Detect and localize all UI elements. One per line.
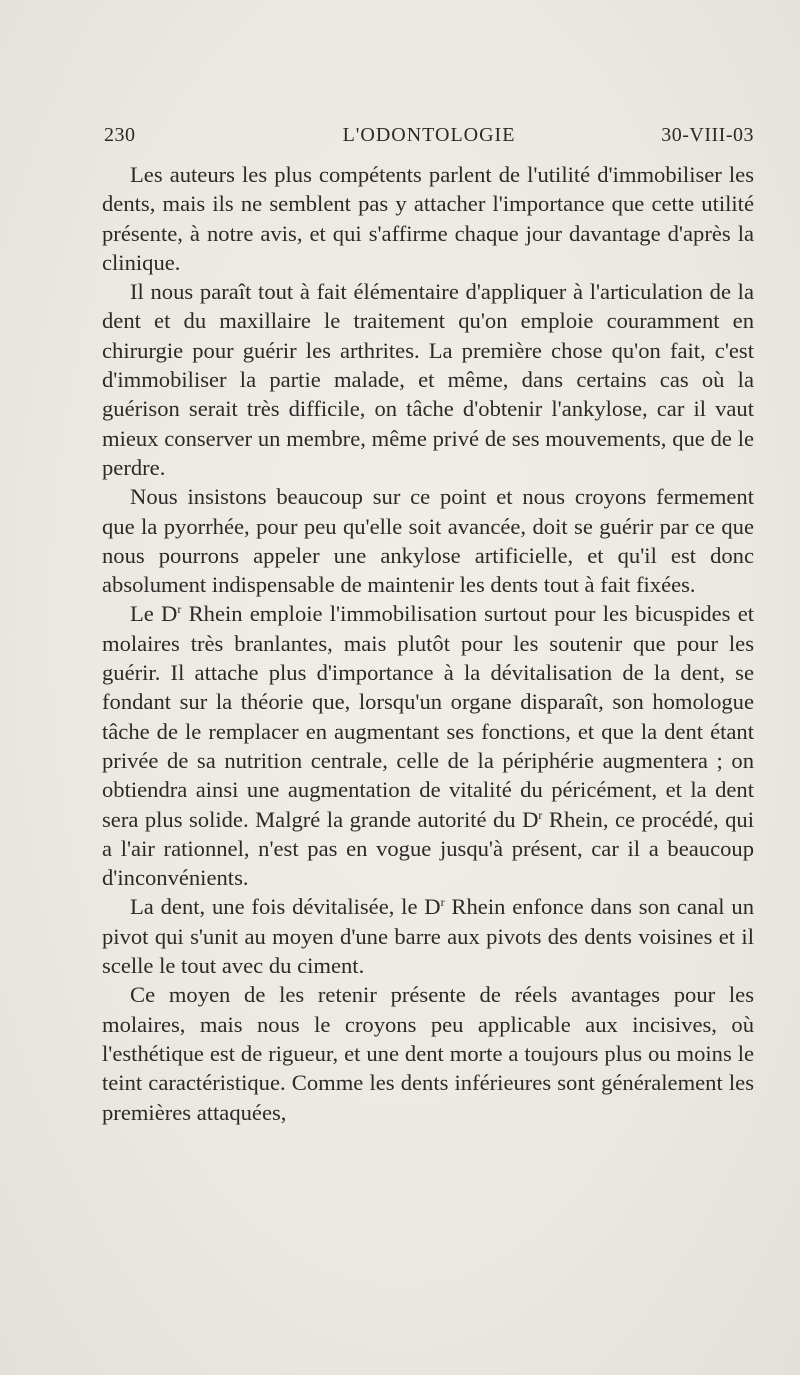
paragraph-3: Nous insistons beaucoup sur ce point et nous croyons fermement que la pyorrhée, pour peu qu'elle soit avancée, doit se guérir par ce que nous pourrons appeler une ankylose artificielle, et qu'il est donc absolument indispensable de maintenir les dents tout à fait fixées. bbox=[102, 484, 754, 598]
paragraph-4-sup-2: r bbox=[538, 807, 543, 822]
paragraph-4 bbox=[102, 599, 754, 892]
paragraph-5 bbox=[102, 892, 754, 980]
paragraph-1: Les auteurs les plus compétents parlent de l'utilité d'immobiliser les dents, mais ils ne semblent pas y attacher l'importance que cette utilité présente, à notre avis, et qui s'affirme chaque jour davantage d'après la clinique. bbox=[102, 162, 754, 275]
paragraph-4-part-2: Rhein emploie l'immobilisation surtout pour les bicuspides et molaires très branlantes, mais plutôt pour les soutenir que pour les guérir. Il attache plus d'importance à la dévitalisation de la dent, se fondant sur la théorie que, lorsqu'un organe disparaît, son homologue tâche de le remplacer en augmentant ses fonctions, et que la dent étant privée de sa nutrition centrale, celle de la périphérie augmentera ; on obtiendra ainsi une augmentation de vitalité du péricément, et la dent sera plus solide. Malgré la grande autorité du D bbox=[102, 601, 754, 832]
paragraph-4-part-1: Le D bbox=[130, 601, 178, 627]
body-text bbox=[102, 160, 754, 1127]
paragraph-4-sup-1: r bbox=[177, 602, 182, 617]
issue-date: 30-VIII-03 bbox=[661, 124, 754, 146]
journal-title: L'ODONTOLOGIE bbox=[342, 124, 516, 146]
running-header bbox=[104, 124, 754, 154]
paragraph-5-part-2: Rhein enfonce dans son canal un pivot qui s'unit au moyen d'une barre aux pivots des dents voisines et il scelle le tout avec du ciment. bbox=[102, 894, 754, 979]
paragraph-4-part-3: Rhein, ce procédé, qui a l'air rationnel, n'est pas en vogue jusqu'à présent, car il a beaucoup d'inconvénients. bbox=[102, 806, 754, 891]
paragraph-5-part-1: La dent, une fois dévitalisée, le D bbox=[130, 894, 441, 920]
paragraph-6: Ce moyen de les retenir présente de réels avantages pour les molaires, mais nous le croyons peu applicable aux incisives, où l'esthétique est de rigueur, et une dent morte a toujours plus ou moins le teint caractéristique. Comme les dents inférieures sont généralement les premières attaquées, bbox=[102, 982, 754, 1125]
page-number: 230 bbox=[104, 124, 136, 146]
paragraph-5-sup: r bbox=[440, 895, 445, 910]
paragraph-2: Il nous paraît tout à fait élémentaire d'appliquer à l'articulation de la dent et du maxillaire le traitement qu'on emploie couramment en chirurgie pour guérir les arthrites. La première chose qu'on fait, c'est d'immobiliser la partie malade, et même, dans certains cas où la guérison serait très difficile, on tâche d'obtenir l'ankylose, car il vaut mieux conserver un membre, même privé de ses mouvements, que de le perdre. bbox=[102, 279, 754, 480]
